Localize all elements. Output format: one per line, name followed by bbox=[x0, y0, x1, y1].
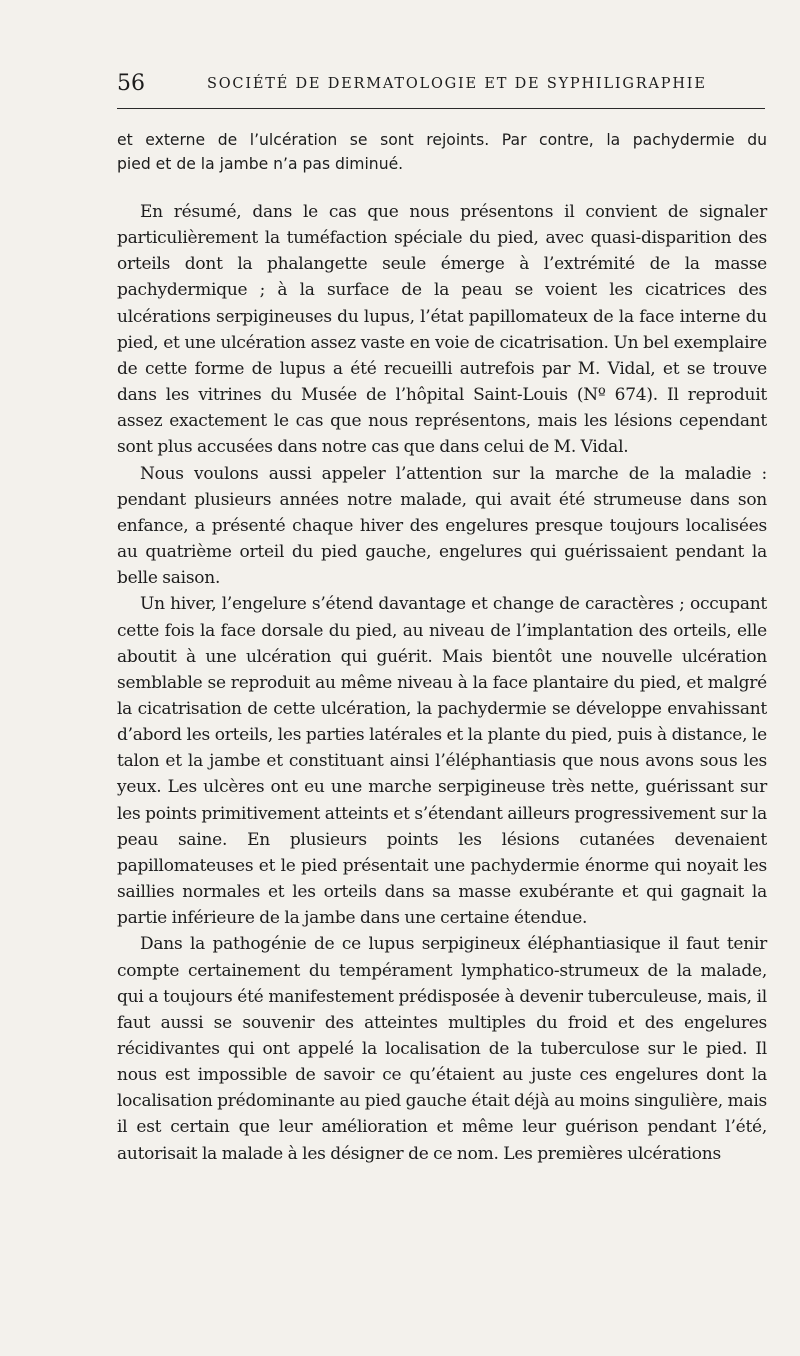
paragraph-winter-evolution: Un hiver, l’engelure s’étend davantage et change de caractères ; occupant cette fois la face dorsale du pied, au niveau de l’implantation des orteils, elle aboutit à une ulcération qui guérit. Mais bientôt une nouvelle ulcération semblable se reproduit au même niveau à la face plantaire du pied, et malgré la cicatrisation de cette ulcération, la pachydermie se développe envahissant d’abord les orteils, les parties latérales et la plante du pied, puis à distance, le talon et la jambe et constituant ainsi l’éléphantiasis que nous avons sous les yeux. Les ulcères ont eu une marche serpigineuse très nette, guérissant sur les points primitivement atteints et s’étendant ailleurs progressivement sur la peau saine. En plusieurs points les lésions cutanées devenaient papillomateuses et le pied présentait une pachydermie énorme qui noyait les saillies normales et les orteils dans sa masse exubérante et qui gagnait la partie inférieure de la jambe dans une certaine étendue. bbox=[117, 594, 767, 929]
text-line: et externe de l’ulcération se sont rejoints. Par contre, la pachydermie du bbox=[117, 131, 767, 149]
paragraph-summary: En résumé, dans le cas que nous présentons il convient de signaler particulièrement la tuméfaction spéciale du pied, avec quasi-disparition des orteils dont la phalangette seule émerge à l’extrémité de la masse pachydermique ; à la surface de la peau se voient les cicatrices des ulcérations serpigineuses du lupus, l’état papillomateux de la face interne du pied, et une ulcération assez vaste en voie de cicatrisation. Un bel exemplaire de cette forme de lupus a été recueilli autrefois par M. Vidal, et se trouve dans les vitrines du Musée de l’hôpital Saint-Louis (Nº 674). Il reproduit assez exactement le cas que nous représentons, mais les lésions cependant sont plus accusées dans notre cas que dans celui de M. Vidal. bbox=[117, 202, 767, 458]
main-text bbox=[117, 199, 767, 1167]
page-number: 56 bbox=[117, 71, 145, 96]
paragraph-disease-course: Nous voulons aussi appeler l’attention sur la marche de la maladie : pendant plusieurs années notre malade, qui avait été strumeuse dans son enfance, a présenté chaque hiver des engelures presque toujours localisées au quatrième orteil du pied gauche, engelures qui guérissaient pendant la belle saison. bbox=[117, 463, 767, 589]
page-header bbox=[117, 70, 765, 98]
header-rule bbox=[117, 108, 765, 109]
text-line: pied et de la jambe n’a pas diminué. bbox=[117, 155, 404, 173]
running-head: SOCIÉTÉ DE DERMATOLOGIE ET DE SYPHILIGRAPHIE bbox=[207, 76, 707, 92]
continued-paragraph bbox=[117, 128, 767, 176]
paragraph-pathogenesis: Dans la pathogénie de ce lupus serpigineux éléphantiasique il faut tenir compte certainement du tempérament lymphatico-strumeux de la malade, qui a toujours été manifestement prédisposée à devenir tuberculeuse, mais, il faut aussi se souvenir des atteintes multiples du froid et des engelures récidivantes qui ont appelé la localisation de la tuberculose sur le pied. Il nous est impossible de savoir ce qu’étaient au juste ces engelures dont la localisation prédominante au pied gauche était déjà au moins singulière, mais il est certain que leur amélioration et même leur guérison pendant l’été, autorisait la malade à les désigner de ce nom. Les premières ulcérations bbox=[117, 934, 767, 1164]
